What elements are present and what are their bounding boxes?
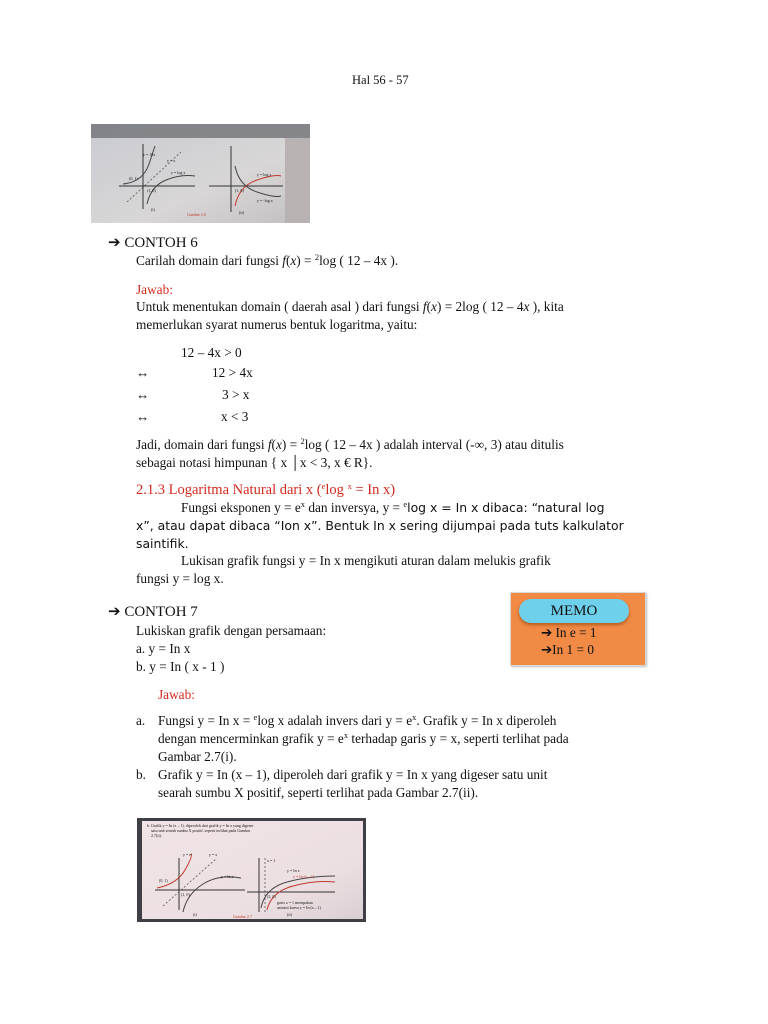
answer-b-line2: searah sumbu X positif, seperti terlihat pada Gambar 2.7(ii).: [158, 785, 479, 800]
section-p1-line1: Fungsi eksponen $y = e^x$ dan inversya, y = $^e$log x = In x dibaca: “natural log: [181, 499, 605, 515]
section-p2-line2: fungsi y = log x.: [136, 571, 224, 586]
section-p2-line1: Lukisan grafik fungsi y = In x mengikuti aturan dalam melukis grafik: [181, 553, 551, 568]
photo2-label: (1, 0): [181, 892, 190, 897]
contoh6-heading: ➔ CONTOH 6: [108, 235, 198, 251]
answer-b-label: b.: [136, 767, 146, 782]
photo2-label: x = 1: [267, 858, 276, 863]
section-p1-line2: x”, atau dapat dibaca “Ion x”. Bentuk In x sering dijumpai pada tuts kalkulator: [136, 518, 624, 533]
answer-b-line1: Grafik y = In (x – 1), diperoleh dari grafik y = In x yang digeser satu unit: [158, 767, 548, 782]
photo2-label: y = eˣ: [183, 852, 193, 857]
contoh6-conclusion-line1: Jadi, domain dari fungsi f(x) = $^2$log ( 12 – 4x ) adalah interval (-∞, 3) atau ditulis: [136, 436, 564, 452]
right-arrow-icon: ➔: [108, 235, 121, 251]
photo2-label: garis x = 1 merupakan: [277, 900, 313, 905]
photo2-label: (0, 1): [159, 878, 168, 883]
photo1-label: y = log x: [257, 172, 272, 177]
photo1-caption: Gambar 2.6: [187, 212, 206, 217]
step-3: 3 > x: [222, 387, 250, 402]
page-header: Hal 56 - 57: [352, 73, 409, 87]
photo1-label: (0, 1): [129, 176, 138, 181]
photo1-label: y = 10x: [143, 152, 156, 157]
contoh7-intro: Lukiskan grafik dengan persamaan:: [136, 623, 327, 638]
photo2-text: 2.7(ii).: [151, 833, 162, 838]
photo2-label: asimtot kurva y = In (x – 1): [277, 905, 322, 910]
contoh6-question: Carilah domain dari fungsi f(x) = $^2$log ( 12 – 4x ).: [136, 252, 399, 268]
memo-item-2: ➔In 1 = 0: [541, 642, 595, 657]
photo2-label: y = In x: [221, 874, 234, 879]
memo-item-1: ➔ In e = 1: [541, 625, 597, 640]
right-arrow-icon: ➔: [541, 642, 553, 657]
photo1-label: y = log x: [171, 170, 186, 175]
memo-title: MEMO: [519, 599, 629, 623]
photo1-label: (i): [151, 207, 155, 212]
photo2-label: y = x: [209, 852, 218, 857]
contoh6-para1-line2: memerlukan syarat numerus bentuk logaritma, yaitu:: [136, 317, 418, 332]
answer-a-line3: Gambar 2.7(i).: [158, 749, 237, 764]
step-2: 12 > 4x: [212, 365, 253, 380]
step-4: x < 3: [221, 409, 249, 424]
step-1: 12 – 4x > 0: [181, 345, 242, 360]
photo1-label: (1, 0): [235, 188, 244, 193]
photo2-text: b. Grafik y = In (x – 1), diperoleh dari grafik y = In x yang digeser: [147, 823, 254, 828]
photo2-label: (ii): [287, 912, 292, 917]
photo1-label: (1, 0): [147, 188, 156, 193]
equiv-icon: ↔: [136, 409, 150, 424]
contoh6-para1-line1: Untuk menentukan domain ( daerah asal ) dari fungsi f(x) = 2log ( 12 – 4x ), kita: [136, 299, 564, 314]
memo-box: [510, 592, 646, 666]
equiv-icon: ↔: [136, 365, 150, 380]
contoh7-item-b: b. y = In ( x - 1 ): [136, 659, 225, 674]
contoh7-item-a: a. y = In x: [136, 641, 191, 656]
right-arrow-icon: ➔: [108, 604, 121, 620]
section-heading: 2.1.3 Logaritma Natural dari x ($^e$log $^x$ = In x): [136, 481, 396, 498]
photo1-label: y = -log x: [257, 198, 273, 203]
photo2-label: (2, 0): [267, 894, 276, 899]
contoh7-jawab: Jawab:: [158, 687, 195, 702]
graph-photo-1: [91, 124, 310, 223]
photo1-label: y = x: [167, 158, 176, 163]
photo2-caption: Gambar 2.7: [233, 914, 252, 919]
contoh7-heading: ➔ CONTOH 7: [108, 604, 198, 620]
contoh6-conclusion-line2: sebagai notasi himpunan { x │x < 3, x € R}.: [136, 455, 373, 470]
contoh6-jawab: Jawab:: [136, 282, 173, 297]
section-p1-line3: saintifik.: [136, 536, 189, 551]
equiv-icon: ↔: [136, 387, 150, 402]
photo2-label: (i): [193, 912, 197, 917]
photo2-label: y = In x: [287, 868, 300, 873]
photo2-label: y = In (x – 1): [293, 874, 315, 879]
answer-a-line2: dengan mencerminkan grafik $y = e^x$ terhadap garis y = x, seperti terlihat pada: [158, 730, 569, 746]
graph-photo-2: [137, 818, 366, 922]
photo2-text: satu unit searah sumbu X positif, seperti terlihat pada Gambar: [151, 828, 251, 833]
right-arrow-icon: ➔: [541, 625, 553, 640]
photo1-label: (ii): [239, 210, 244, 215]
answer-a-label: a.: [136, 713, 146, 728]
answer-a-line1: Fungsi y = In x = $^e$log x adalah invers dari $y = e^x$. Grafik y = In x diperoleh: [158, 712, 557, 728]
